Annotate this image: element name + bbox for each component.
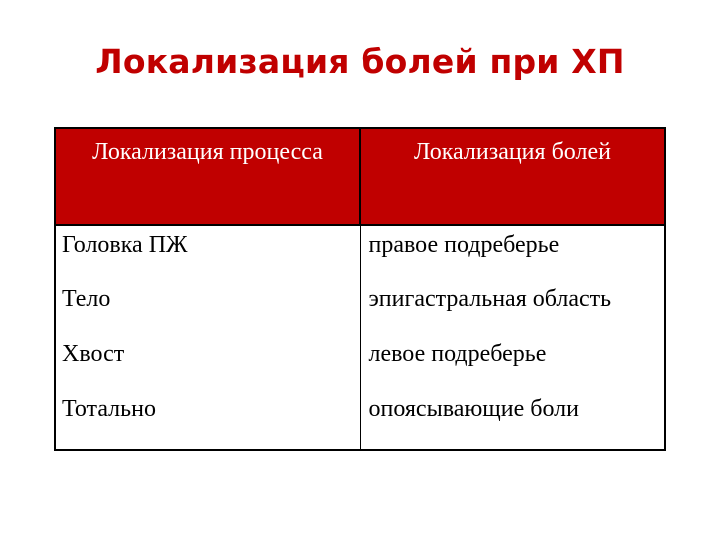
cell-process: Хвост (56, 335, 360, 390)
table-row (56, 335, 664, 390)
pain-localization-table (54, 127, 666, 451)
cell-process: Тотально (56, 390, 360, 449)
header-pain-location: Локализация болей (360, 129, 664, 225)
table-row (56, 280, 664, 335)
table-row (56, 225, 664, 280)
slide-title: Локализация болей при ХП (95, 42, 625, 81)
cell-process: Головка ПЖ (56, 225, 360, 280)
header-row (56, 129, 664, 225)
table (56, 129, 664, 449)
header-process-location: Локализация процесса (56, 129, 360, 225)
cell-process: Тело (56, 280, 360, 335)
table-body (56, 225, 664, 449)
cell-pain: эпигастральная область (368, 286, 612, 312)
table-header (56, 129, 664, 225)
cell-pain: опоясывающие боли (368, 396, 579, 422)
table-row (56, 390, 664, 449)
cell-pain: правое подреберье (368, 232, 560, 258)
cell-pain: левое подреберье (368, 341, 547, 367)
